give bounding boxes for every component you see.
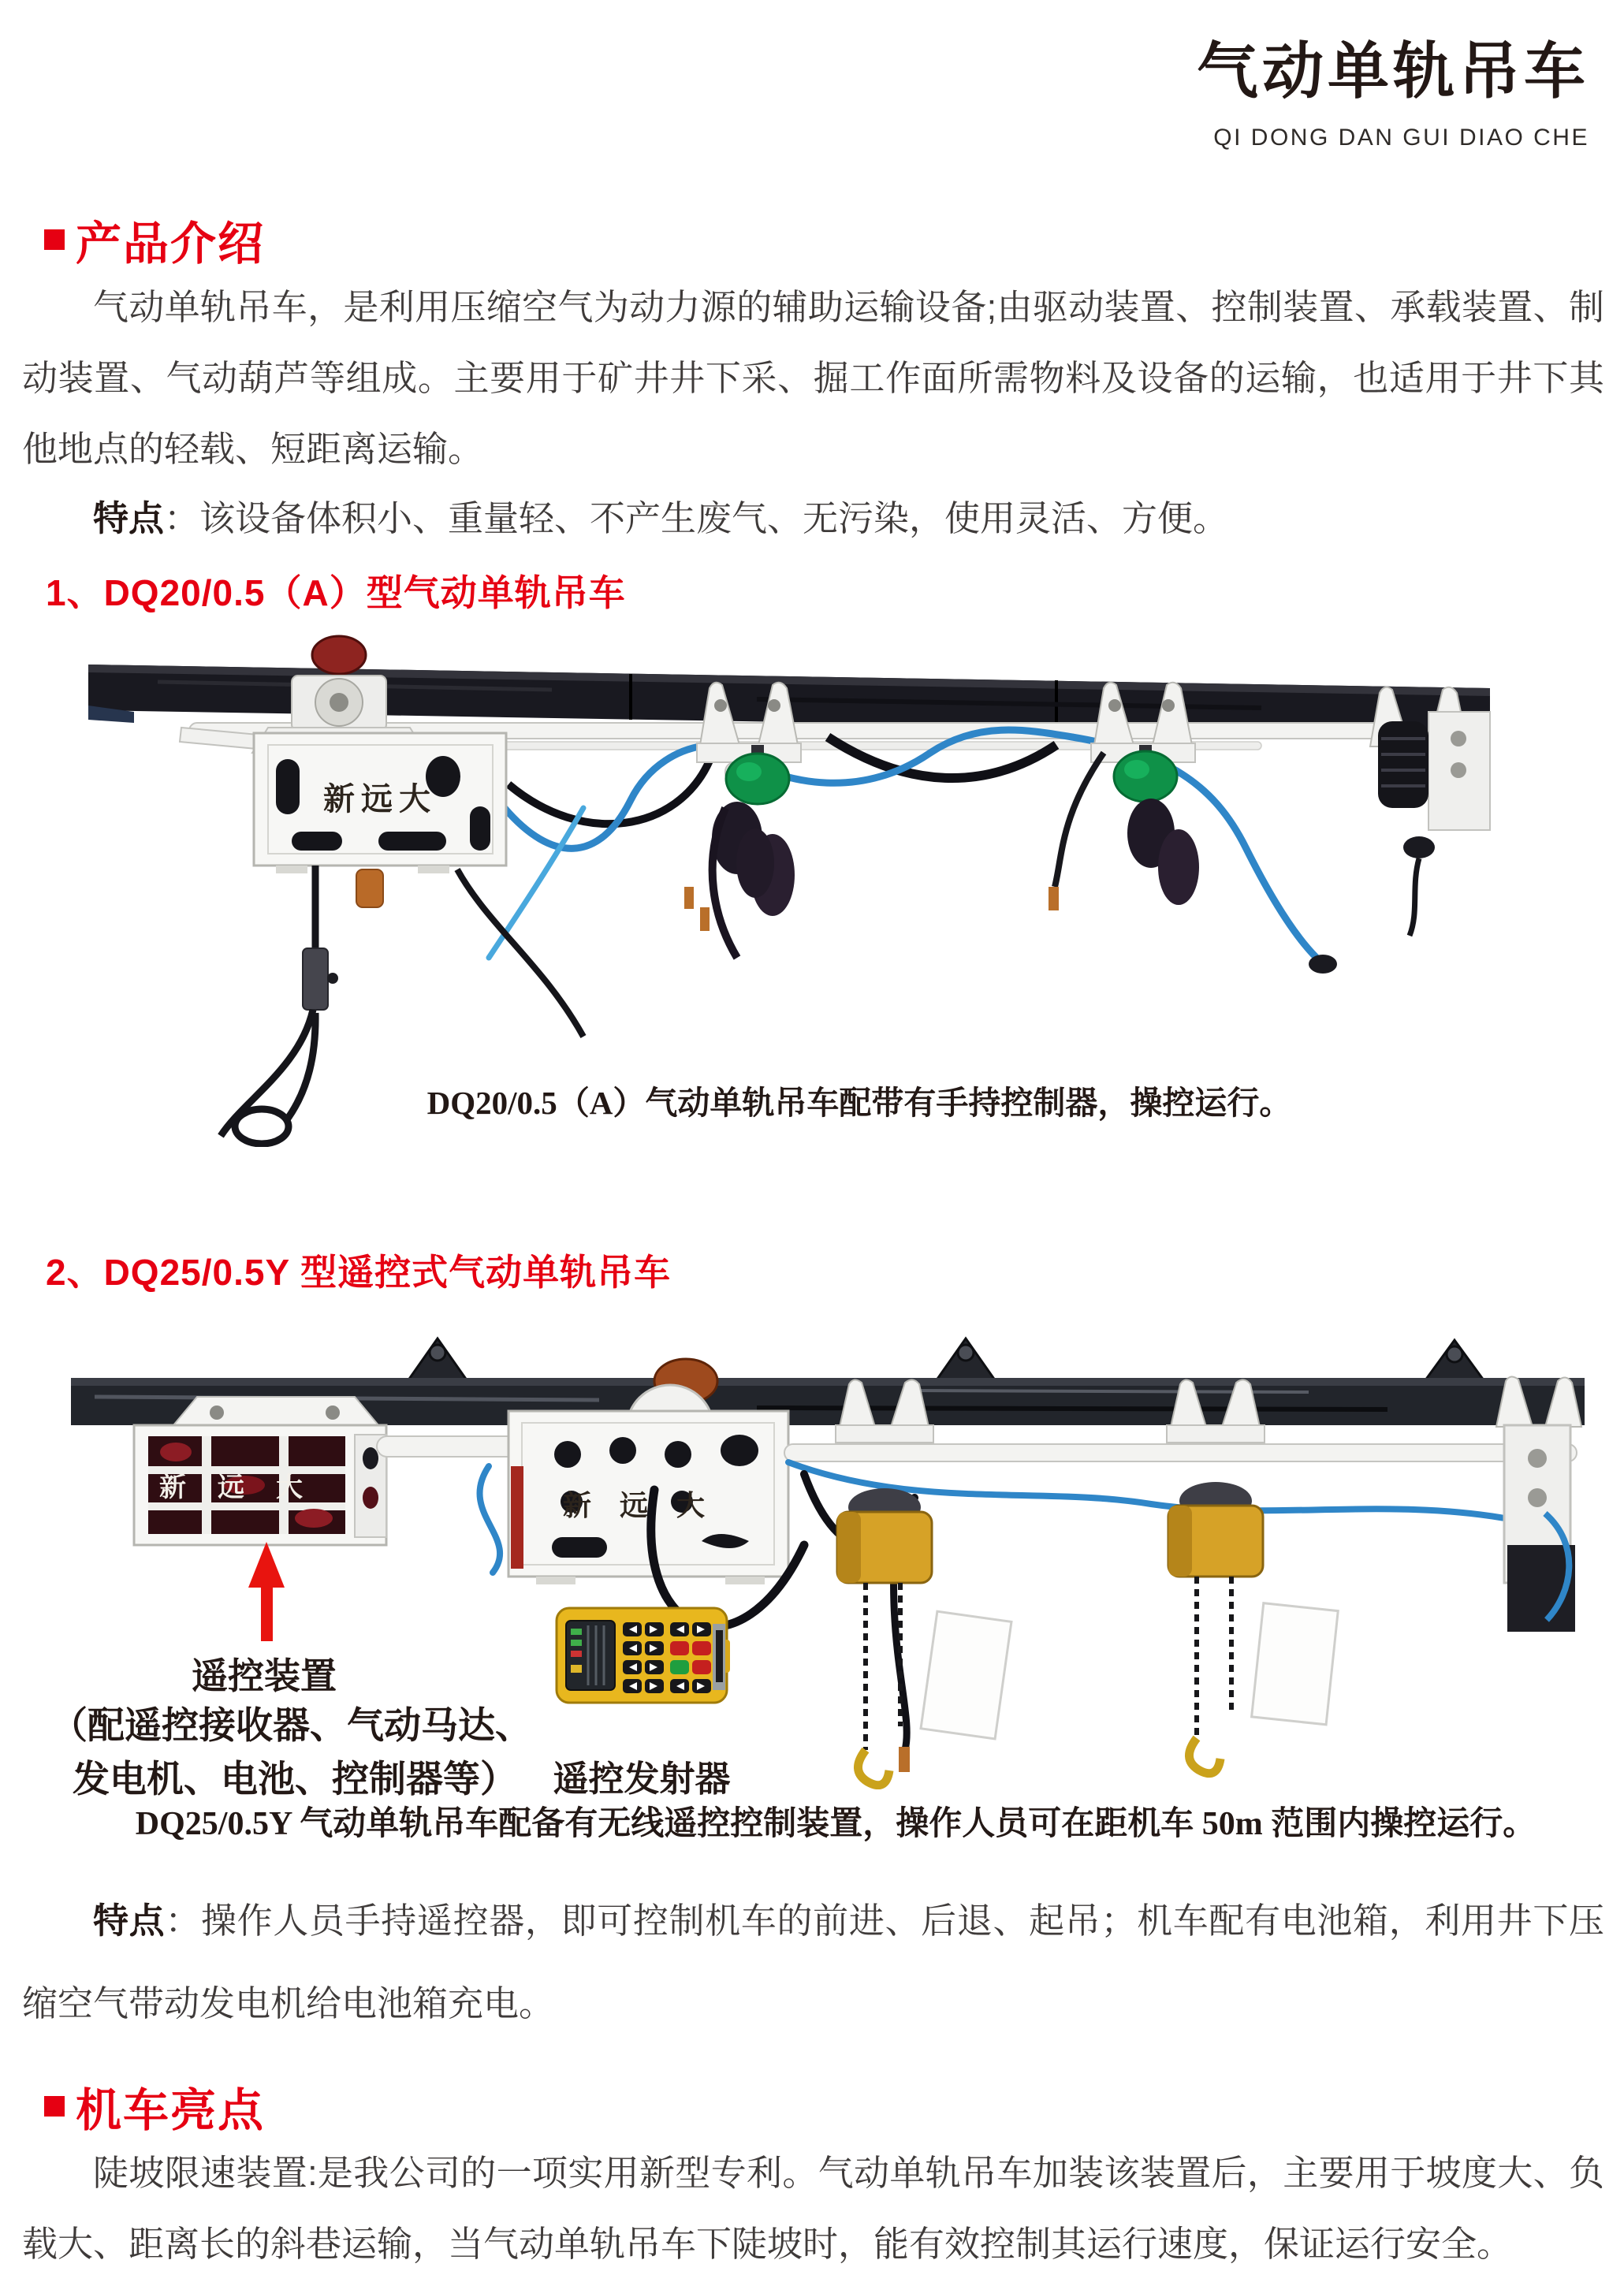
hook	[858, 1750, 889, 1785]
model1-caption: DQ20/0.5（A）气动单轨吊车配带有手持控制器，操控运行。	[426, 1085, 1292, 1121]
chain-hoist	[836, 1379, 1011, 1785]
section-heading-intro-label: 产品介绍	[76, 218, 266, 270]
arrow-head	[248, 1542, 285, 1588]
chain-bag	[1252, 1603, 1339, 1725]
up-arrow-icon	[248, 1542, 285, 1641]
hook	[1189, 1738, 1220, 1774]
model1-product-photo	[79, 627, 1624, 1147]
features-text: ：该设备体积小、重量轻、不产生废气、无污染，使用灵活、方便。	[164, 498, 1229, 538]
features-label: 特点	[93, 498, 165, 538]
link-bar	[784, 1444, 1577, 1461]
remote-device-label: 遥控装置	[192, 1656, 337, 1696]
air-motor	[1049, 745, 1199, 910]
brand-logo-text: 新远大	[159, 1473, 334, 1502]
page-title-pinyin: QI DONG DAN GUI DIAO CHE	[1213, 125, 1589, 151]
coil-spring	[1378, 721, 1428, 808]
rail-clamps	[406, 1338, 1486, 1383]
features-text: ：操作人员手持遥控器，即可控制机车的前进、后退、起吊；机车配有电池箱，利用井下压缩空气带动发电机给电池箱充电。	[22, 1901, 1604, 2024]
highlights-paragraph: 陡坡限速装置:是我公司的一项实用新型专利。气动单轨吊车加装该装置后，主要用于坡度大、负载大、距离长的斜巷运输，当气动单轨吊车下陡坡时，能有效控制其运行速度，保证运行安全。	[22, 2153, 1604, 2264]
intro-features	[22, 483, 1604, 554]
section-heading-highlights	[44, 2073, 265, 2139]
model2-caption: DQ25/0.5Y 气动单轨吊车配备有无线遥控控制装置，操作人员可在距机车 50m 范围内操控运行。	[135, 1806, 1536, 1842]
friction-roller	[312, 636, 366, 674]
model2-heading: 2、DQ25/0.5Y 型遥控式气动单轨吊车	[46, 1252, 672, 1293]
remote-transmitter-photo	[552, 1600, 732, 1711]
model2-features	[22, 1879, 1604, 2045]
cable-tip	[899, 1747, 910, 1772]
hose-connector	[1309, 955, 1337, 974]
arrow-shaft	[261, 1588, 273, 1641]
remote-device-detail-line2: 发电机、电池、控制器等）	[73, 1759, 517, 1800]
muffler-cylinder	[356, 869, 383, 907]
rail-end-unit	[1370, 687, 1490, 936]
square-bullet-icon	[44, 2096, 65, 2117]
link-bar	[377, 1436, 519, 1457]
chain-bag	[921, 1611, 1011, 1739]
brand-logo-text: 新远大	[562, 1490, 734, 1521]
intro-paragraph: 气动单轨吊车，是利用压缩空气为动力源的辅助运输设备;由驱动装置、控制装置、承载装置、制动装置、气动葫芦等组成。主要用于矿井井下采、掘工作面所需物料及设备的运输，也适用于井下其他地点的轻载、短距离运输。	[22, 287, 1604, 469]
model1-heading: 1、DQ20/0.5（A）型气动单轨吊车	[46, 572, 626, 613]
transmitter-label: 遥控发射器	[553, 1759, 731, 1799]
features-label: 特点	[93, 1901, 166, 1941]
page-title: 气动单轨吊车	[1196, 36, 1589, 106]
section-heading-highlights-label: 机车亮点	[76, 2085, 266, 2136]
square-bullet-icon	[44, 229, 65, 250]
section-heading-intro	[44, 207, 265, 273]
power-cable	[508, 761, 710, 824]
brand-logo-text: 新远大	[323, 781, 437, 817]
chain-hoist	[1167, 1379, 1338, 1773]
remote-device-detail-line1: （配遥控接收器、气动马达、	[50, 1706, 532, 1747]
